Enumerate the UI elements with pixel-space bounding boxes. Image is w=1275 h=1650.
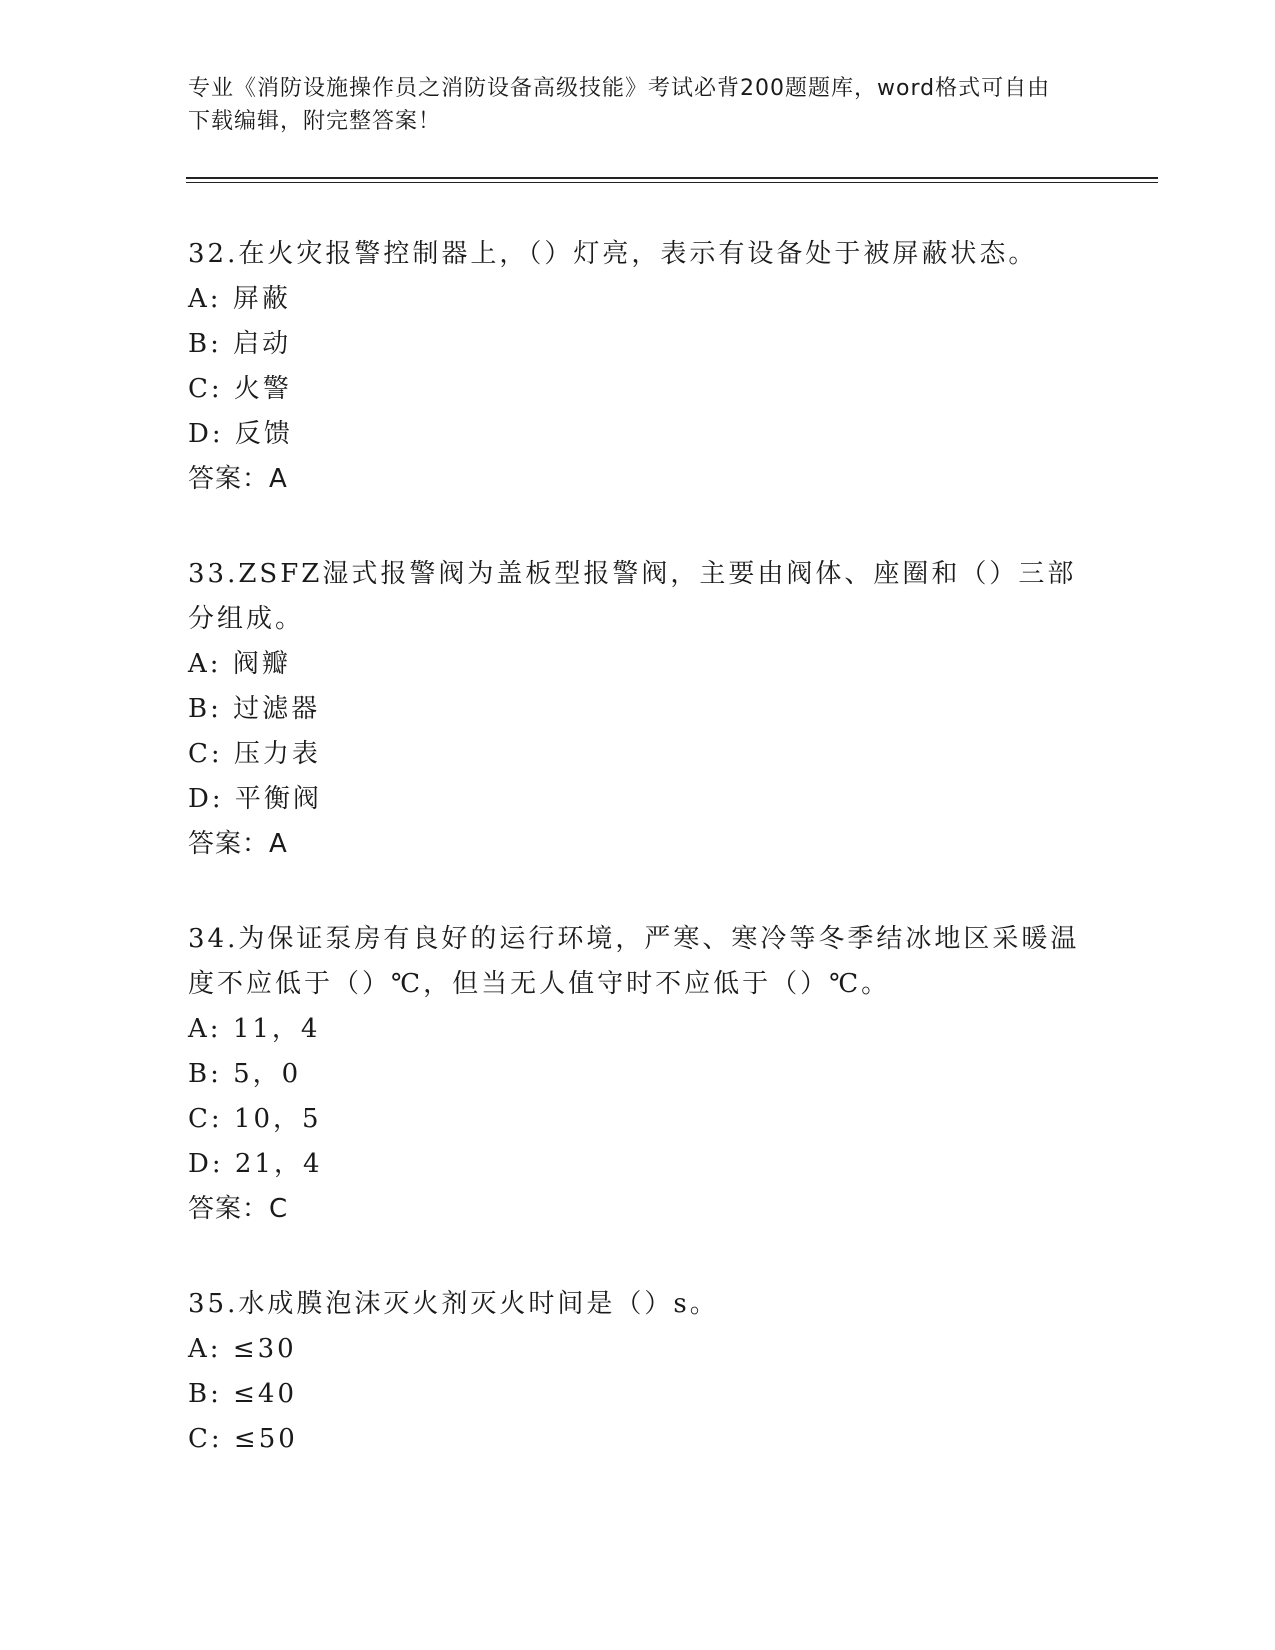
answer-line [188,457,1088,502]
option-text: 启动 [233,329,292,359]
option-text: 阀瓣 [232,649,291,679]
option-b [188,1052,1088,1097]
header-divider-thick [186,177,1158,179]
option-b [188,1372,1088,1417]
question-number: 35. [188,1289,239,1319]
option-b [188,687,1088,732]
answer-line [188,822,1088,867]
option-key: A: [188,649,222,679]
option-d [188,777,1088,822]
option-c [188,732,1088,777]
option-text: ≤40 [233,1379,298,1409]
option-c [188,1097,1088,1142]
option-key: C: [188,1104,223,1134]
question-text: 水成膜泡沫灭火剂灭火时间是（）s。 [238,1289,719,1319]
question-text: 为保证泵房有良好的运行环境，严寒、寒冷等冬季结冰地区采暖温度不应低于（）℃，但当无人值守时不应低于（）℃。 [188,924,1080,999]
option-text: 过滤器 [233,694,321,724]
option-key: B: [188,1059,222,1089]
option-text: 平衡阀 [234,784,322,814]
option-text: 11，4 [232,1014,321,1044]
option-text: 5，0 [233,1059,302,1089]
question-32 [188,232,1088,502]
option-a [188,642,1088,687]
question-stem [188,917,1088,1007]
option-a [188,277,1088,322]
option-d [188,1142,1088,1187]
option-text: 屏蔽 [232,284,291,314]
option-text: 21，4 [234,1149,323,1179]
option-d [188,412,1088,457]
option-b [188,322,1088,367]
answer-line [188,1187,1088,1232]
question-stem [188,552,1088,642]
question-stem [188,232,1088,277]
option-key: C: [188,739,223,769]
question-text: 在火灾报警控制器上，（）灯亮，表示有设备处于被屏蔽状态。 [238,239,1038,269]
question-text: ZSFZ湿式报警阀为盖板型报警阀，主要由阀体、座圈和（）三部分组成。 [188,559,1077,634]
question-number: 33. [188,559,239,589]
option-key: B: [188,1379,222,1409]
option-key: D: [188,784,224,814]
option-key: B: [188,329,222,359]
header-divider-thin [186,182,1158,183]
option-a [188,1327,1088,1372]
option-key: D: [188,419,224,449]
option-c [188,367,1088,412]
option-text: 压力表 [233,739,321,769]
option-key: C: [188,1424,223,1454]
answer-label: 答案： [188,829,270,859]
question-number: 32. [188,239,239,269]
option-text: ≤50 [233,1424,298,1454]
question-33 [188,552,1088,867]
question-34 [188,917,1088,1232]
answer-value: C [269,1194,289,1224]
question-number: 34. [188,924,239,954]
option-text: 反馈 [234,419,293,449]
option-text: 10，5 [233,1104,322,1134]
option-key: C: [188,374,223,404]
option-a [188,1007,1088,1052]
option-key: A: [188,1334,222,1364]
option-key: A: [188,284,222,314]
answer-label: 答案： [188,1194,270,1224]
option-key: A: [188,1014,222,1044]
option-key: B: [188,694,222,724]
document-header: 专业《消防设施操作员之消防设备高级技能》考试必背200题题库，word格式可自由下载编辑，附完整答案！ [188,76,1051,134]
option-text: 火警 [233,374,292,404]
answer-label: 答案： [188,464,270,494]
option-key: D: [188,1149,224,1179]
answer-value: A [269,829,288,859]
question-stem [188,1282,1088,1327]
option-c [188,1417,1088,1462]
option-text: ≤30 [232,1334,297,1364]
answer-value: A [269,464,288,494]
question-35 [188,1282,1088,1462]
